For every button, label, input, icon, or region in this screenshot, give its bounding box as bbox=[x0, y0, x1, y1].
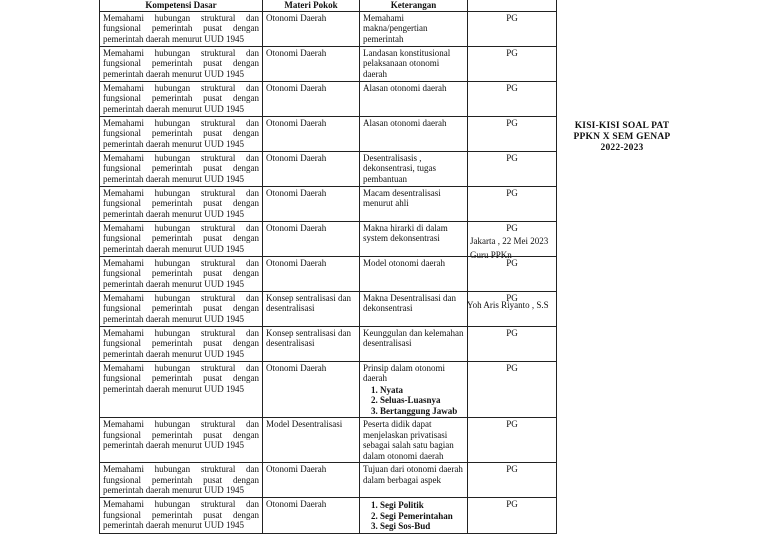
list-item: 2. Seluas-Luasnya bbox=[380, 395, 464, 406]
kompetensi-dasar-cell: Memahami hubungan struktural dan fungsional pemerintah pusat dengan pemerintah daerah menurut UUD 1945 bbox=[100, 498, 263, 534]
table-row bbox=[100, 186, 557, 221]
bentuk-soal-cell: PG bbox=[468, 151, 557, 186]
materi-pokok-cell: Konsep sentralisasi dan desentralisasi bbox=[263, 291, 360, 326]
table-row bbox=[100, 81, 557, 116]
table-row bbox=[100, 418, 557, 463]
materi-pokok-cell: Otonomi Daerah bbox=[263, 116, 360, 151]
kompetensi-dasar-cell: Memahami hubungan struktural dan fungsional pemerintah pusat dengan pemerintah daerah menurut UUD 1945 bbox=[100, 151, 263, 186]
table-row bbox=[100, 11, 557, 46]
materi-pokok-cell: Konsep sentralisasi dan desentralisasi bbox=[263, 326, 360, 361]
kompetensi-dasar-cell: Memahami hubungan struktural dan fungsional pemerintah pusat dengan pemerintah daerah menurut UUD 1945 bbox=[100, 326, 263, 361]
header-bentuk-soal bbox=[468, 0, 557, 11]
signature-place-date: Jakarta , 22 Mei 2023 bbox=[470, 236, 549, 246]
materi-pokok-cell: Otonomi Daerah bbox=[263, 256, 360, 291]
keterangan-cell: Landasan konstitusional pelaksanaan otonomi daerah bbox=[360, 46, 468, 81]
header-keterangan: Keterangan bbox=[360, 0, 468, 11]
title-line: PPKN X SEM GENAP bbox=[573, 132, 671, 142]
document-title bbox=[572, 121, 672, 154]
table-row bbox=[100, 46, 557, 81]
bentuk-soal-cell: PG bbox=[468, 326, 557, 361]
bentuk-soal-cell: PG bbox=[468, 463, 557, 498]
keterangan-cell: Keunggulan dan kelemahan desentralisasi bbox=[360, 326, 468, 361]
bentuk-soal-cell: PG bbox=[468, 498, 557, 534]
materi-pokok-cell: Otonomi Daerah bbox=[263, 498, 360, 534]
kompetensi-dasar-cell: Memahami hubungan struktural dan fungsional pemerintah pusat dengan pemerintah daerah menurut UUD 1945 bbox=[100, 361, 263, 418]
kompetensi-dasar-cell: Memahami hubungan struktural dan fungsional pemerintah pusat dengan pemerintah daerah menurut UUD 1945 bbox=[100, 11, 263, 46]
keterangan-cell: Macam desentralisasi menurut ahli bbox=[360, 186, 468, 221]
bentuk-soal-cell: PG bbox=[468, 11, 557, 46]
table-row bbox=[100, 151, 557, 186]
keterangan-cell: Tujuan dari otonomi daerah dalam berbagai aspek bbox=[360, 463, 468, 498]
materi-pokok-cell: Otonomi Daerah bbox=[263, 81, 360, 116]
materi-pokok-cell: Otonomi Daerah bbox=[263, 151, 360, 186]
kompetensi-dasar-cell: Memahami hubungan struktural dan fungsional pemerintah pusat dengan pemerintah daerah menurut UUD 1945 bbox=[100, 81, 263, 116]
keterangan-cell: Peserta didik dapat menjelaskan privatisasi sebagai salah satu bagian dalam otonomi daerah bbox=[360, 418, 468, 463]
keterangan-cell: Desentralisasis , dekonsentrasi, tugas pembantuan bbox=[360, 151, 468, 186]
keterangan-cell: Makna hirarki di dalam system dekonsentrasi bbox=[360, 221, 468, 256]
bentuk-soal-cell: PG bbox=[468, 46, 557, 81]
bentuk-soal-cell: PG bbox=[468, 116, 557, 151]
keterangan-text: Prinsip dalam otonomi daerah bbox=[363, 362, 445, 383]
header-kompetensi-dasar: Kompetensi Dasar bbox=[100, 0, 263, 11]
materi-pokok-cell: Model Desentralisasi bbox=[263, 418, 360, 463]
keterangan-cell: Alasan otonomi daerah bbox=[360, 81, 468, 116]
kompetensi-dasar-cell: Memahami hubungan struktural dan fungsional pemerintah pusat dengan pemerintah daerah menurut UUD 1945 bbox=[100, 463, 263, 498]
list-item: 3. Bertanggung Jawab bbox=[380, 406, 464, 417]
kompetensi-dasar-cell: Memahami hubungan struktural dan fungsional pemerintah pusat dengan pemerintah daerah menurut UUD 1945 bbox=[100, 291, 263, 326]
keterangan-cell bbox=[360, 361, 468, 418]
table-row-prinsip bbox=[100, 361, 557, 418]
kompetensi-dasar-cell: Memahami hubungan struktural dan fungsional pemerintah pusat dengan pemerintah daerah menurut UUD 1945 bbox=[100, 221, 263, 256]
kompetensi-dasar-cell: Memahami hubungan struktural dan fungsional pemerintah pusat dengan pemerintah daerah menurut UUD 1945 bbox=[100, 418, 263, 463]
signature-name: Yoh Aris Riyanto , S.S bbox=[467, 300, 549, 310]
keterangan-cell: Memahami makna/pengertian pemerintah bbox=[360, 11, 468, 46]
bentuk-soal-cell: PG bbox=[468, 81, 557, 116]
table-row bbox=[100, 463, 557, 498]
kisi-kisi-table bbox=[99, 0, 557, 534]
prinsip-list bbox=[363, 385, 464, 417]
bentuk-soal-cell: PG bbox=[468, 186, 557, 221]
keterangan-cell: Model otonomi daerah bbox=[360, 256, 468, 291]
keterangan-cell: Makna Desentralisasi dan dekonsentrasi bbox=[360, 291, 468, 326]
segi-list bbox=[363, 500, 464, 532]
list-item: 3. Segi Sos-Bud bbox=[380, 521, 464, 532]
title-line: 2022-2023 bbox=[600, 143, 644, 153]
materi-pokok-cell: Otonomi Daerah bbox=[263, 11, 360, 46]
table-row bbox=[100, 256, 557, 291]
kompetensi-dasar-cell: Memahami hubungan struktural dan fungsional pemerintah pusat dengan pemerintah daerah menurut UUD 1945 bbox=[100, 186, 263, 221]
bentuk-soal-cell: PG bbox=[468, 418, 557, 463]
kompetensi-dasar-cell: Memahami hubungan struktural dan fungsional pemerintah pusat dengan pemerintah daerah menurut UUD 1945 bbox=[100, 256, 263, 291]
kompetensi-dasar-cell: Memahami hubungan struktural dan fungsional pemerintah pusat dengan pemerintah daerah menurut UUD 1945 bbox=[100, 116, 263, 151]
list-item: 1. Segi Politik bbox=[380, 500, 464, 511]
materi-pokok-cell: Otonomi Daerah bbox=[263, 46, 360, 81]
keterangan-cell: Alasan otonomi daerah bbox=[360, 116, 468, 151]
list-item: 1. Nyata bbox=[380, 385, 464, 396]
title-line: KISI-KISI SOAL PAT bbox=[574, 121, 670, 131]
bentuk-soal-cell: PG bbox=[468, 256, 557, 291]
materi-pokok-cell: Otonomi Daerah bbox=[263, 361, 360, 418]
list-item: 2. Segi Pemerintahan bbox=[380, 511, 464, 522]
table-header-row bbox=[100, 0, 557, 11]
table-row bbox=[100, 326, 557, 361]
kompetensi-dasar-cell: Memahami hubungan struktural dan fungsional pemerintah pusat dengan pemerintah daerah menurut UUD 1945 bbox=[100, 46, 263, 81]
signature-role: Guru PPKn bbox=[470, 250, 512, 260]
bentuk-soal-cell: PG bbox=[468, 221, 557, 256]
bentuk-soal-cell: PG bbox=[468, 291, 557, 326]
bentuk-soal-cell: PG bbox=[468, 361, 557, 418]
materi-pokok-cell: Otonomi Daerah bbox=[263, 221, 360, 256]
table-row bbox=[100, 116, 557, 151]
materi-pokok-cell: Otonomi Daerah bbox=[263, 463, 360, 498]
materi-pokok-cell: Otonomi Daerah bbox=[263, 186, 360, 221]
header-materi-pokok: Materi Pokok bbox=[263, 0, 360, 11]
